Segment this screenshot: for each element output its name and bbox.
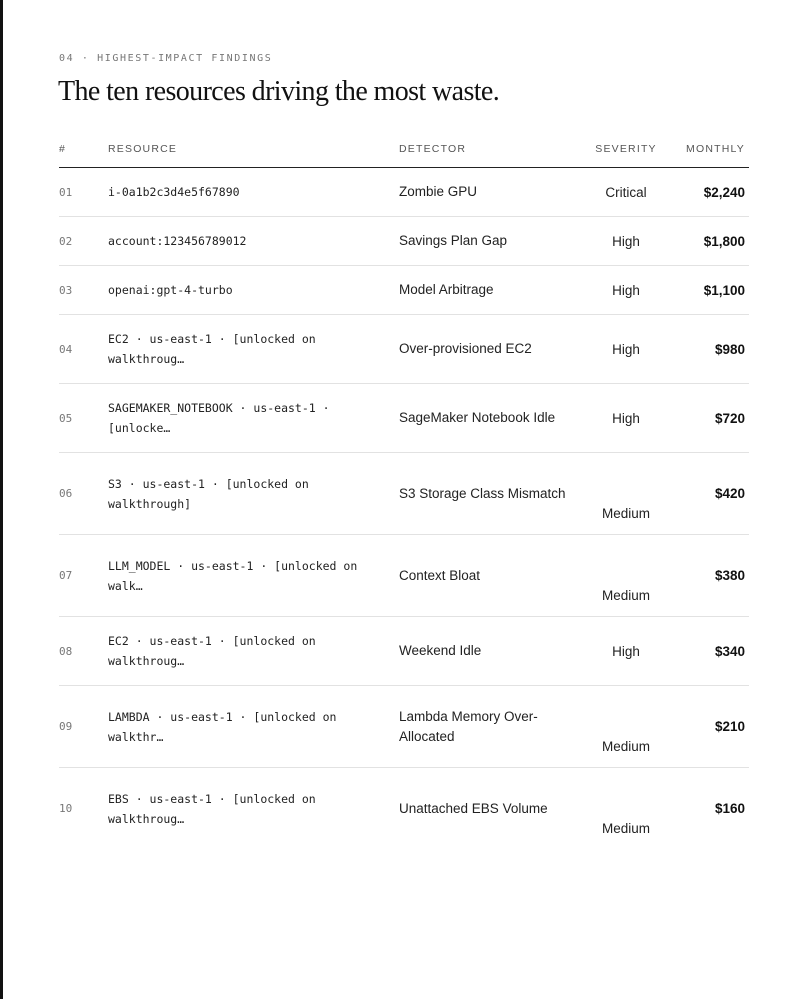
column-header-detector: DETECTOR [399,131,583,168]
resource-id: S3 · us-east-1 · [unlocked on walkthrough] [108,453,399,535]
severity-value: Critical [583,168,669,217]
page-title: The ten resources driving the most waste. [58,76,500,107]
row-number: 07 [59,535,108,617]
resource-id: openai:gpt-4-turbo [108,266,399,315]
severity-value: High [583,617,669,686]
table-row [59,686,749,768]
row-number: 03 [59,266,108,315]
monthly-cost: $340 [669,617,749,686]
detector-name: Zombie GPU [399,168,583,217]
detector-name: Lambda Memory Over-Allocated [399,686,583,768]
monthly-cost: $2,240 [669,168,749,217]
table-row [59,453,749,535]
column-header-severity: SEVERITY [583,131,669,168]
detector-name: Weekend Idle [399,617,583,686]
table-row [59,617,749,686]
severity-value: Medium [583,535,669,617]
monthly-cost: $160 [714,801,745,816]
row-number: 06 [59,453,108,535]
column-header-resource: RESOURCE [108,131,399,168]
resource-id: i-0a1b2c3d4e5f67890 [108,168,399,217]
severity-value: High [583,266,669,315]
table-header-row [59,131,749,168]
detector-name: Unattached EBS Volume [399,800,548,816]
table-row [59,315,749,384]
table-row [59,168,749,217]
table-row [59,266,749,315]
row-number: 01 [59,168,108,217]
resource-id: EBS · us-east-1 · [unlocked on walkthroug… [108,791,316,826]
monthly-cost: $380 [669,535,749,617]
monthly-cost: $1,800 [669,217,749,266]
column-header-number: # [59,131,108,168]
row-number: 10 [59,802,73,815]
column-header-monthly: MONTHLY [669,131,749,168]
detector-name: S3 Storage Class Mismatch [399,453,583,535]
row-number: 04 [59,315,108,384]
resource-id: LLM_MODEL · us-east-1 · [unlocked on walk… [108,535,399,617]
detector-name: Over-provisioned EC2 [399,315,583,384]
table-row [59,768,749,850]
monthly-cost: $980 [669,315,749,384]
table-row [59,217,749,266]
detector-name: Context Bloat [399,535,583,617]
monthly-cost: $1,100 [669,266,749,315]
severity-value: Medium [583,453,669,535]
row-number: 05 [59,384,108,453]
table-row [59,535,749,617]
severity-value: High [583,217,669,266]
monthly-cost: $210 [669,686,749,768]
detector-name: SageMaker Notebook Idle [399,384,583,453]
severity-value: Medium [583,686,669,768]
resource-id: EC2 · us-east-1 · [unlocked on walkthroug… [108,315,399,384]
resource-id: LAMBDA · us-east-1 · [unlocked on walkthr… [108,686,399,768]
table-row [59,384,749,453]
monthly-cost: $720 [669,384,749,453]
findings-table [59,131,749,849]
resource-id: account:123456789012 [108,217,399,266]
resource-id: EC2 · us-east-1 · [unlocked on walkthroug… [108,617,399,686]
monthly-cost: $420 [669,453,749,535]
section-eyebrow: 04 · HIGHEST-IMPACT FINDINGS [59,53,273,64]
resource-id: SAGEMAKER_NOTEBOOK · us-east-1 · [unlocke… [108,384,399,453]
row-number: 02 [59,217,108,266]
page-edge-rule [0,0,3,999]
severity-value: High [583,384,669,453]
row-number: 09 [59,686,108,768]
detector-name: Savings Plan Gap [399,217,583,266]
severity-value: Medium [601,821,650,836]
detector-name: Model Arbitrage [399,266,583,315]
row-number: 08 [59,617,108,686]
severity-value: High [583,315,669,384]
